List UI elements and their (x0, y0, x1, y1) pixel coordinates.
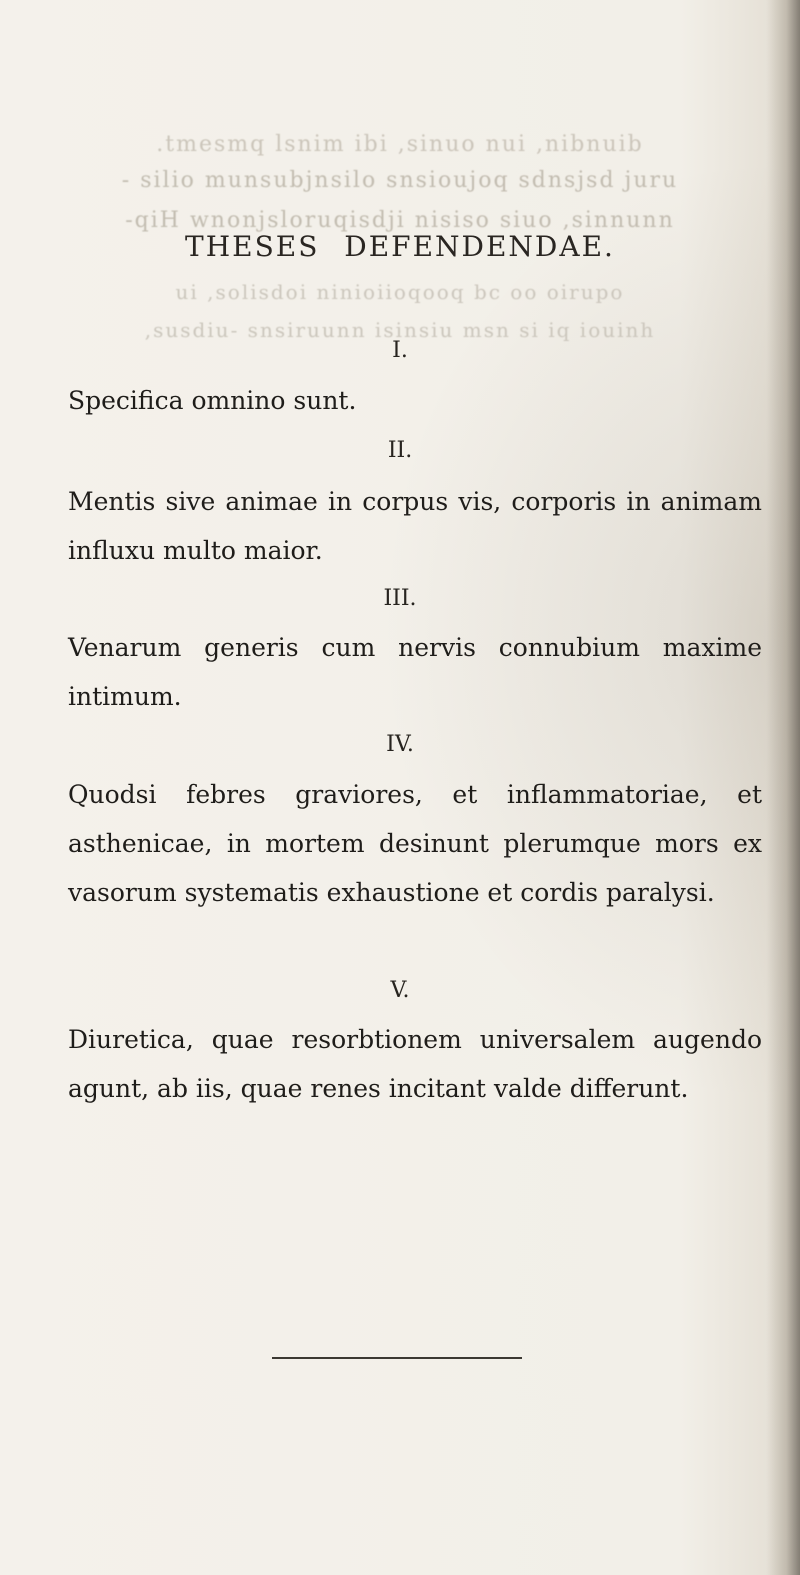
bleed-through-text: - silio munsubjnsilo snsioujoq sdnsjsd juru (121, 168, 679, 193)
page-edge-shadow (766, 0, 800, 1575)
bleed-through-text: ui ,solisdoi ninioiioqooq bc oo oirupo (175, 280, 625, 304)
thesis-text: Specifica omnino sunt. (68, 386, 357, 415)
thesis-number: I. (392, 338, 408, 363)
thesis-text: Mentis sive animae in corpus vis, corporis in animam influxu multo maior. (68, 487, 762, 565)
page-heading: THESES DEFENDENDAE. (185, 230, 615, 263)
thesis-text: Quodsi febres graviores, et inflammatoriae, et asthenicae, in mortem desinunt plerumque mors ex vasorum systematis exhaustione et cordis paralysi. (68, 780, 762, 907)
thesis-text: Venarum generis cum nervis connubium maxime intimum. (68, 633, 762, 711)
bleed-through-text: -qiH wnonjsloruqisdji nisiso siuo ,sinnunn (125, 208, 675, 233)
thesis-number: IV. (386, 732, 414, 757)
bottom-rule (272, 1357, 522, 1359)
thesis-text: Diuretica, quae resorbtionem universalem augendo agunt, ab iis, quae renes incitant valde differunt. (68, 1025, 762, 1103)
bleed-through-text: .tmesmq lsnim ibi ,sinuo nui ,nibnuib (156, 132, 644, 157)
bleed-through-text: ,susdiu- snsiruunn isinsiu msn si iq iouinh (144, 318, 656, 342)
thesis-number: II. (387, 438, 413, 463)
thesis-number: V. (390, 978, 410, 1003)
thesis-number: III. (383, 586, 417, 611)
